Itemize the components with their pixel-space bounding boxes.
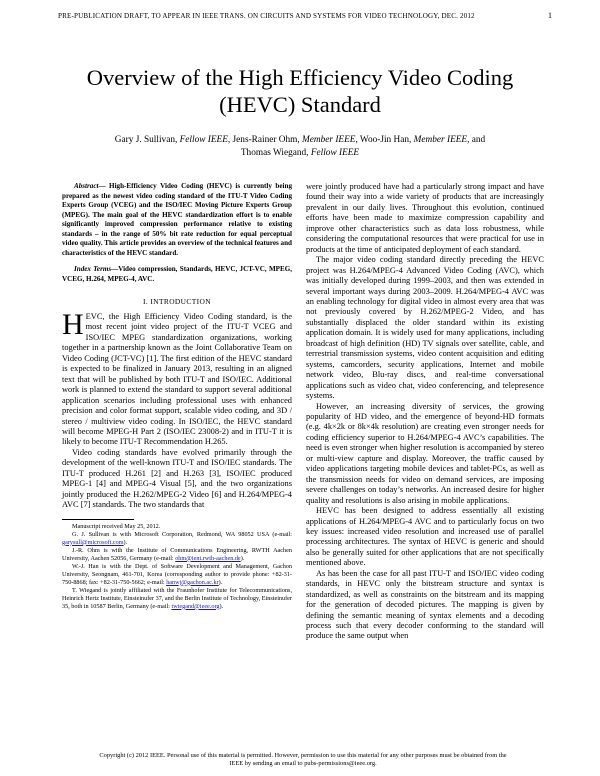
body-paragraph-1: were jointly produced have had a particularly strong impact and have found their way into a wide variety of products that are increasingly prevalent in our daily lives. Throughout this evolution, continued efforts have been made to maximize compression capability and improve other characteristics such as data loss robustness, while considering the computational resources that were practical for use in products at the time of anticipated deployment of each standard.	[306, 182, 544, 254]
footnote-han	[62, 563, 292, 587]
email-link[interactable]: hanwj@gachon.ac.kr	[166, 578, 219, 586]
author-role: Fellow IEEE	[179, 135, 228, 145]
copyright-notice	[62, 752, 544, 768]
author-role: Fellow IEEE	[310, 148, 360, 158]
section-heading: I. INTRODUCTION	[143, 297, 211, 306]
author-name: Thomas Wiegand,	[240, 148, 311, 158]
author-line-1	[50, 134, 550, 147]
body-paragraph-4: HEVC has been designed to address essentially all existing applications of H.264/MPEG-4 AVC and to particularly focus on two key issues: increased video resolution and increased use of parallel processing architectures. The syntax of HEVC is generic and should also be generally suited for other applications that are not specifically mentioned above.	[306, 506, 544, 568]
intro-paragraph-1	[62, 308, 292, 448]
paper-title	[40, 64, 560, 118]
author-name: Gary J. Sullivan,	[114, 135, 180, 145]
footnote-rule	[62, 519, 134, 520]
email-link[interactable]: ohm@ient.rwth-aachen.de	[175, 554, 241, 562]
author-name: , Woo-Jin Han,	[355, 135, 414, 145]
right-column	[306, 182, 544, 642]
running-head: PRE-PUBLICATION DRAFT, TO APPEAR IN IEEE TRANS. ON CIRCUITS AND SYSTEMS FOR VIDEO TECHNOLOGY, DEC. 2012	[58, 12, 475, 20]
footnote-text: G. J. Sullivan is with Microsoft Corporation, Redmond, WA 98052 USA (e-mail:	[72, 530, 292, 538]
index-terms-text: —Video compression, Standards, HEVC, JCT-VC, MPEG, VCEG, H.264, MPEG-4, AVC.	[62, 265, 293, 283]
index-terms-label: Index Terms	[74, 265, 112, 273]
footnote-text: ).	[123, 538, 128, 546]
copyright-line-2: IEEE by sending an email to pubs-permissions@ieee.org.	[229, 760, 377, 768]
body-paragraph-5: As has been the case for all past ITU-T and ISO/IEC video coding standards, in HEVC only the bitstream structure and syntax is standardized, as well as constraints on the bitstream and its mapping for the generation of decoded pictures. The mapping is given by defining the semantic meaning of syntax elements and a decoding process such that every decoder conforming to the standard will produce the same output when	[306, 568, 544, 641]
footnote-received: Manuscript received May 25, 2012.	[72, 522, 161, 530]
footnote-sullivan	[62, 531, 292, 547]
author-conjunction: and	[469, 135, 486, 145]
footnote-text: ).	[219, 602, 224, 610]
footnote-wiegand	[62, 587, 292, 611]
left-column	[62, 182, 292, 611]
footnote-text: J.-R. Ohm is with the Institute of Communications Engineering, RWTH Aachen University, Aachen 52056, Germany (e-mail:	[62, 546, 292, 562]
copyright-line-1: Copyright (c) 2012 IEEE. Personal use of this material is permitted. However, permission to use this material for any other purposes must be obtained from the	[99, 752, 507, 759]
abstract-label: Abstract	[74, 182, 99, 190]
footnote-text: ).	[218, 578, 223, 586]
drop-cap: H	[62, 308, 84, 341]
index-terms	[62, 265, 292, 284]
page-number: 1	[548, 11, 552, 20]
email-link[interactable]: twiegand@ieee.org	[171, 602, 220, 610]
body-paragraph-2: The major video coding standard directly preceding the HEVC project was H.264/MPEG-4 Advanced Video Coding (AVC), which was initially developed during 1999–2003, and then was extended in several important ways during 2003–2009. H.264/MPEG-4 AVC was an enabling technology for digital video in almost every area that was not previously covered by H.262/MPEG-2 Video, and has substantially displaced the older standard within its existing application domain. It is widely used for many applications, including broadcast of high definition (HD) TV signals over satellite, cable, and terrestrial transmission systems, video content acquisition and editing systems, camcorders, security applications, Internet and mobile network video, Blu-ray discs, and real-time conversational applications such as video chat, video conferencing, and telepresence systems.	[306, 255, 544, 401]
author-name: , Jens-Rainer Ohm,	[227, 135, 303, 145]
footnote-text: T. Wiegand is jointly affiliated with the Fraunhofer Institute for Telecommunications, Heinrich Hertz Institute, Einsteinufer 37, and the Berlin Institute of Technology, Einsteinufer 35, both in 10587 Berlin, Germany (e-mail:	[62, 586, 292, 610]
abstract-text: — High-Efficiency Video Coding (HEVC) is currently being prepared as the newest video coding standard of the ITU-T Video Coding Experts Group (VCEG) and the ISO/IEC Moving Picture Experts Group (MPEG). The main goal of the HEVC standardization effort is to enable significantly improved compression performance relative to existing standards – in the range of 50% bit rate reduction for equal perceptual video quality. This article provides an overview of the technical features and characteristics of the HEVC standard.	[62, 182, 292, 257]
author-role: Member IEEE,	[413, 135, 470, 145]
author-list	[50, 134, 550, 160]
email-link[interactable]: garysull@microsoft.com	[62, 538, 124, 546]
intro-paragraph-1-text: EVC, the High Efficiency Video Coding standard, is the most recent joint video project of the ITU-T VCEG and ISO/IEC MPEG standardization organizations, working together in a partnership known as the Joint Collaborative Team on Video Coding (JCT-VC) [1]. The first edition of the HEVC standard is expected to be finalized in January 2013, resulting in an aligned text that will be published by both ITU-T and ISO/IEC. Additional work is planned to extend the standard to support several additional application scenarios including professional uses with enhanced precision and color format support, scalable video coding, and 3D / stereo / multiview video coding. In ISO/IEC, the HEVC standard will become MPEG-H Part 2 (ISO/IEC 23008-2) and in ITU-T it is likely to become ITU-T Recommendation H.265.	[62, 312, 292, 447]
author-role: Member IEEE	[302, 135, 356, 145]
title-line-1: Overview of the High Efficiency Video Coding	[86, 65, 514, 90]
author-line-2	[50, 147, 550, 160]
intro-paragraph-2: Video coding standards have evolved primarily through the development of the well-known ITU-T and ISO/IEC standards. The ITU-T produced H.261 [2] and H.263 [3], ISO/IEC produced MPEG-1 [4] and MPEG-4 Visual [5], and the two organizations jointly produced the H.262/MPEG-2 Video [6] and H.264/MPEG-4 AVC [7] standards. The two standards that	[62, 447, 292, 510]
title-line-2: (HEVC) Standard	[219, 92, 381, 117]
footnote-ohm	[62, 547, 292, 563]
footnote-text: ).	[240, 554, 245, 562]
footnote-text: W.-J. Han is with the Dept. of Software Development and Management, Gachon University, Seongnam, 461-701, Korea (corresponding author to provide phone: +82-31-750-8868; fax: +82-31-750-5662; e-mail:	[62, 562, 292, 586]
abstract	[62, 182, 292, 258]
body-paragraph-3: However, an increasing diversity of services, the growing popularity of HD video, and the emergence of beyond-HD formats (e.g. 4k×2k or 8k×4k resolution) are creating even stronger needs for coding efficiency superior to H.264/MPEG-4 AVC’s capabilities. The need is even stronger when higher resolution is accompanied by stereo or multi-view capture and display. Moreover, the traffic caused by video applications targeting mobile devices and tablet-PCs, as well as the transmission needs for video on demand services, are imposing severe challenges on today’s networks. An increased desire for higher quality and resolutions is also arising in mobile applications.	[306, 401, 544, 505]
